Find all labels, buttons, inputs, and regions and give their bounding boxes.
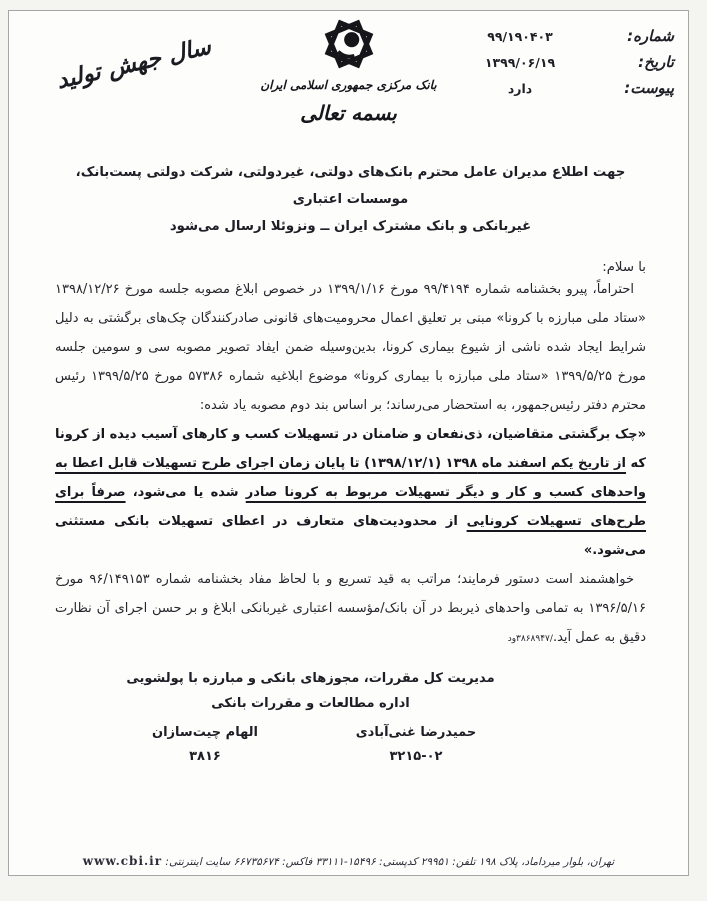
signer-right-code: ۳۲۱۵-۰۲ — [389, 749, 443, 764]
signature-block — [15, 666, 606, 767]
cbi-emblem-icon — [322, 56, 376, 75]
letter-content — [9, 159, 688, 767]
letter-page — [8, 10, 689, 876]
internal-ref-code: /۳۸۶۸۹۴۷ود — [507, 634, 553, 644]
recipient-line-2: غیربانکی و بانک مشترک ایران ــ ونزوئلا ارسال می‌شود — [169, 219, 532, 234]
signer-left-name: الهام چیت‌سازان — [152, 725, 258, 740]
department-line-2: اداره مطالعات و مقررات بانکی — [211, 696, 410, 711]
letter-meta-fields — [436, 23, 674, 101]
field-attachment — [436, 75, 674, 101]
footer-website: www.cbi.ir — [82, 854, 163, 868]
signer-left-code: ۳۸۱۶ — [189, 749, 221, 764]
letter-footer — [9, 854, 688, 868]
paragraph-quoted-resolution — [55, 420, 646, 565]
signers-grid — [15, 723, 606, 767]
department-line-1: مدیریت کل مقررات، مجوزهای بانکی و مبارزه با پولشویی — [126, 671, 495, 686]
emphasis-seg-1: «چک برگشتی متقاضیان، ذی‌نفعان و ضامنان در تسهیلات کسب و کارهای آسیب دیده از کرونا که — [55, 427, 646, 471]
footer-address: تهران، بلوار میرداماد، پلاک ۱۹۸ تلفن: ۲۹۹۵۱ کدپستی: ۱۵۴۹۶-۳۳۱۱۱ فاکس: ۶۶۷۳۵۶۷۴ سایت اینترنتی: — [165, 856, 615, 868]
paragraph-instruction — [55, 565, 646, 654]
date-value: ۱۳۹۹/۰۶/۱۹ — [484, 54, 556, 70]
bank-name: بانک مرکزی جمهوری اسلامی ایران — [260, 78, 437, 92]
letter-header — [9, 11, 688, 151]
field-date — [436, 49, 674, 75]
number-label: شماره: — [627, 27, 674, 45]
date-label: تاریخ: — [638, 53, 674, 71]
emphasis-seg-5: از محدودیت‌های متعارف در اعطای تسهیلات بانکی مستثنی می‌شود.» — [55, 514, 646, 558]
emphasis-seg-4-underlined: صرفاً برای طرح‌های تسهیلات کرونایی — [55, 485, 646, 529]
attachment-value: دارد — [507, 80, 533, 96]
instruction-text: خواهشمند است دستور فرمایند؛ مراتب به قید تسریع و با لحاظ مفاد بخشنامه شماره ۹۶/۱۴۹۱۵۳ مورخ ۱۳۹۶/۵/۱۶ به تمامی واحدهای ذیربط در آن بانک/مؤسسه اعتباری غیربانکی ابلاغ و بر حسن اجرای آن نظارت دقیق به عمل آید. — [55, 572, 646, 645]
field-number — [436, 23, 674, 49]
attachment-label: پیوست: — [624, 79, 674, 97]
bismillah-calligraphy: بسمه تعالی — [300, 101, 397, 125]
recipient-line-1: جهت اطلاع مدیران عامل محترم بانک‌های دولتی، غیردولتی، شرکت دولتی پست‌بانک، موسسات اعتباری — [75, 165, 626, 207]
recipient-heading — [55, 159, 646, 240]
paragraph-intro: احتراماً، پیرو بخشنامه شماره ۹۹/۴۱۹۴ مورخ ۱۳۹۹/۱/۱۶ در خصوص ابلاغ مصوبه جلسه مورخ ۱۳۹۸/۱۲/۲۶ «ستاد ملی مبارزه با کرونا» مبنی بر تعلیق اعمال محرومیت‌های قانونی صادرکنندگان چک‌های برگشتی به دلیل شرایط ایجاد شده ناشی از شیوع بیماری کرونا، بدین‌وسیله ضمن ایفاد تصویر مصوبه سی و سومین جلسه مورخ ۱۳۹۹/۵/۲۵ «ستاد ملی مبارزه با بیماری کرونا» موضوع ابلاغیه شماره ۵۷۳۸۶ مورخ ۱۳۹۹/۵/۲۵ رئیس محترم دفتر رئیس‌جمهور، به استحضار می‌رساند؛ بر اساس بند دوم مصوبه یاد شده: — [55, 282, 646, 413]
emphasis-seg-2-underlined: از تاریخ یکم اسفند ماه ۱۳۹۸ (۱۳۹۸/۱۲/۱) تا پایان زمان اجرای طرح تسهیلات قابل اعطا به واحدهای کسب و کار و دیگر تسهیلات مربوط به کرونا صادر — [55, 456, 646, 500]
number-value: ۹۹/۱۹۰۴۰۳ — [487, 28, 553, 44]
year-slogan-calligraphy: سال جهش تولید — [54, 33, 214, 95]
greeting: با سلام: — [602, 260, 646, 275]
signer-right-name: حمیدرضا غنی‌آبادی — [355, 725, 477, 740]
emphasis-seg-3: شده یا می‌شود، — [125, 485, 246, 500]
